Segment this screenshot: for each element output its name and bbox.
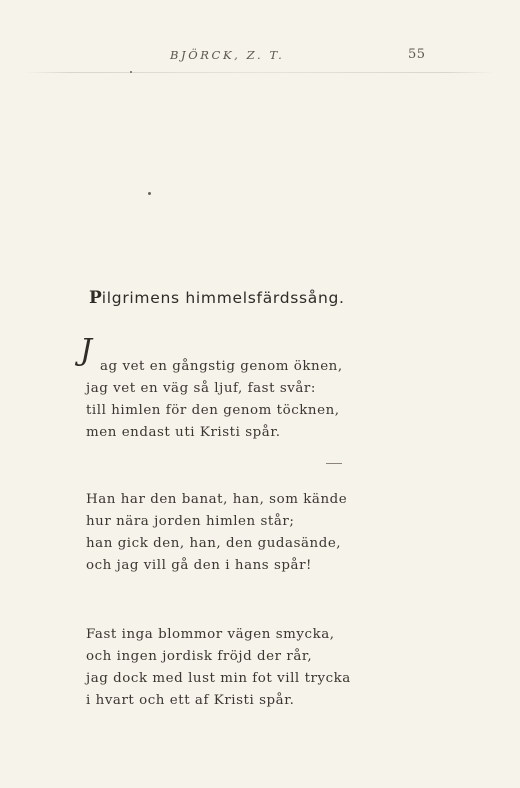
verse-line: hur nära jorden himlen står; <box>86 514 295 529</box>
poem-title <box>89 288 345 308</box>
verse-line: han gick den, han, den gudasände, <box>86 536 342 551</box>
stanza-1 <box>86 356 343 444</box>
stanza-2 <box>86 489 347 577</box>
verse-line: ag vet en gångstig genom öknen, <box>100 359 343 374</box>
ink-speck <box>148 192 151 195</box>
verse-line: jag dock med lust min fot vill trycka <box>86 671 351 686</box>
verse-line: till himlen för den genom töcknen, <box>86 403 340 418</box>
verse-line: och jag vill gå den i hans spår! <box>86 558 312 573</box>
header-rule <box>24 72 494 73</box>
ink-speck <box>130 71 132 73</box>
verse-line: jag vet en väg så ljuf, fast svår: <box>86 381 316 396</box>
page-number: 55 <box>408 47 426 62</box>
verse-line: i hvart och ett af Kristi spår. <box>86 693 295 708</box>
running-head-title: BJÖRCK, Z. T. <box>170 48 285 62</box>
drop-cap-initial: J <box>80 333 93 368</box>
stanza-3 <box>86 624 351 712</box>
poem-title-text: ilgrimens himmelsfärdssång. <box>101 289 345 307</box>
running-head <box>0 48 520 68</box>
verse-line: men endast uti Kristi spår. <box>86 425 281 440</box>
verse-line: Fast inga blommor vägen smycka, <box>86 627 335 642</box>
verse-line: Han har den banat, han, som kände <box>86 492 348 507</box>
verse-line: och ingen jordisk fröjd der rår, <box>86 649 313 664</box>
stanza-separator <box>326 463 342 464</box>
poem-title-initial: P <box>89 288 102 308</box>
